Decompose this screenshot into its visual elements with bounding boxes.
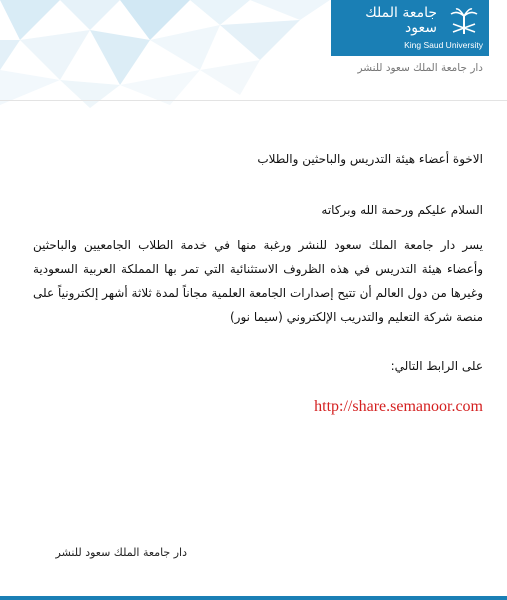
decorative-corner-pattern	[0, 0, 340, 110]
logo-university-name-ar: جامعة الملك سعود	[365, 5, 437, 36]
letter-body: يسر دار جامعة الملك سعود للنشر ورغبة منها في خدمة الطلاب الجامعيين والباحثين وأعضاء هيئة التدريس في هذه الظروف الاستثنائية التي تمر بها المملكة العربية السعودية وغيرها من دول العالم أن تتيح إصدارات الجامعة العلمية مجاناً لمدة ثلاثة أشهر إلكترونياً على منصة شركة التعليم والتدريب الإلكتروني (سيما نور)	[33, 238, 483, 324]
header-divider	[0, 100, 507, 101]
palm-swords-emblem-icon	[447, 6, 481, 36]
publisher-header: دار جامعة الملك سعود للنشر	[357, 62, 483, 74]
letter-addressee: الاخوة أعضاء هيئة التدريس والباحثين والطلاب	[257, 152, 483, 166]
logo-university-name-en: King Saud University	[404, 40, 483, 50]
letter-salutation: السلام عليكم ورحمة الله وبركاته	[321, 203, 483, 217]
link-label: على الرابط التالي:	[390, 359, 483, 373]
university-logo	[331, 0, 489, 56]
footer-stripe	[0, 596, 507, 600]
publisher-footer: دار جامعة الملك سعود للنشر	[55, 546, 187, 559]
semanoor-link[interactable]: http://share.semanoor.com	[314, 398, 483, 415]
